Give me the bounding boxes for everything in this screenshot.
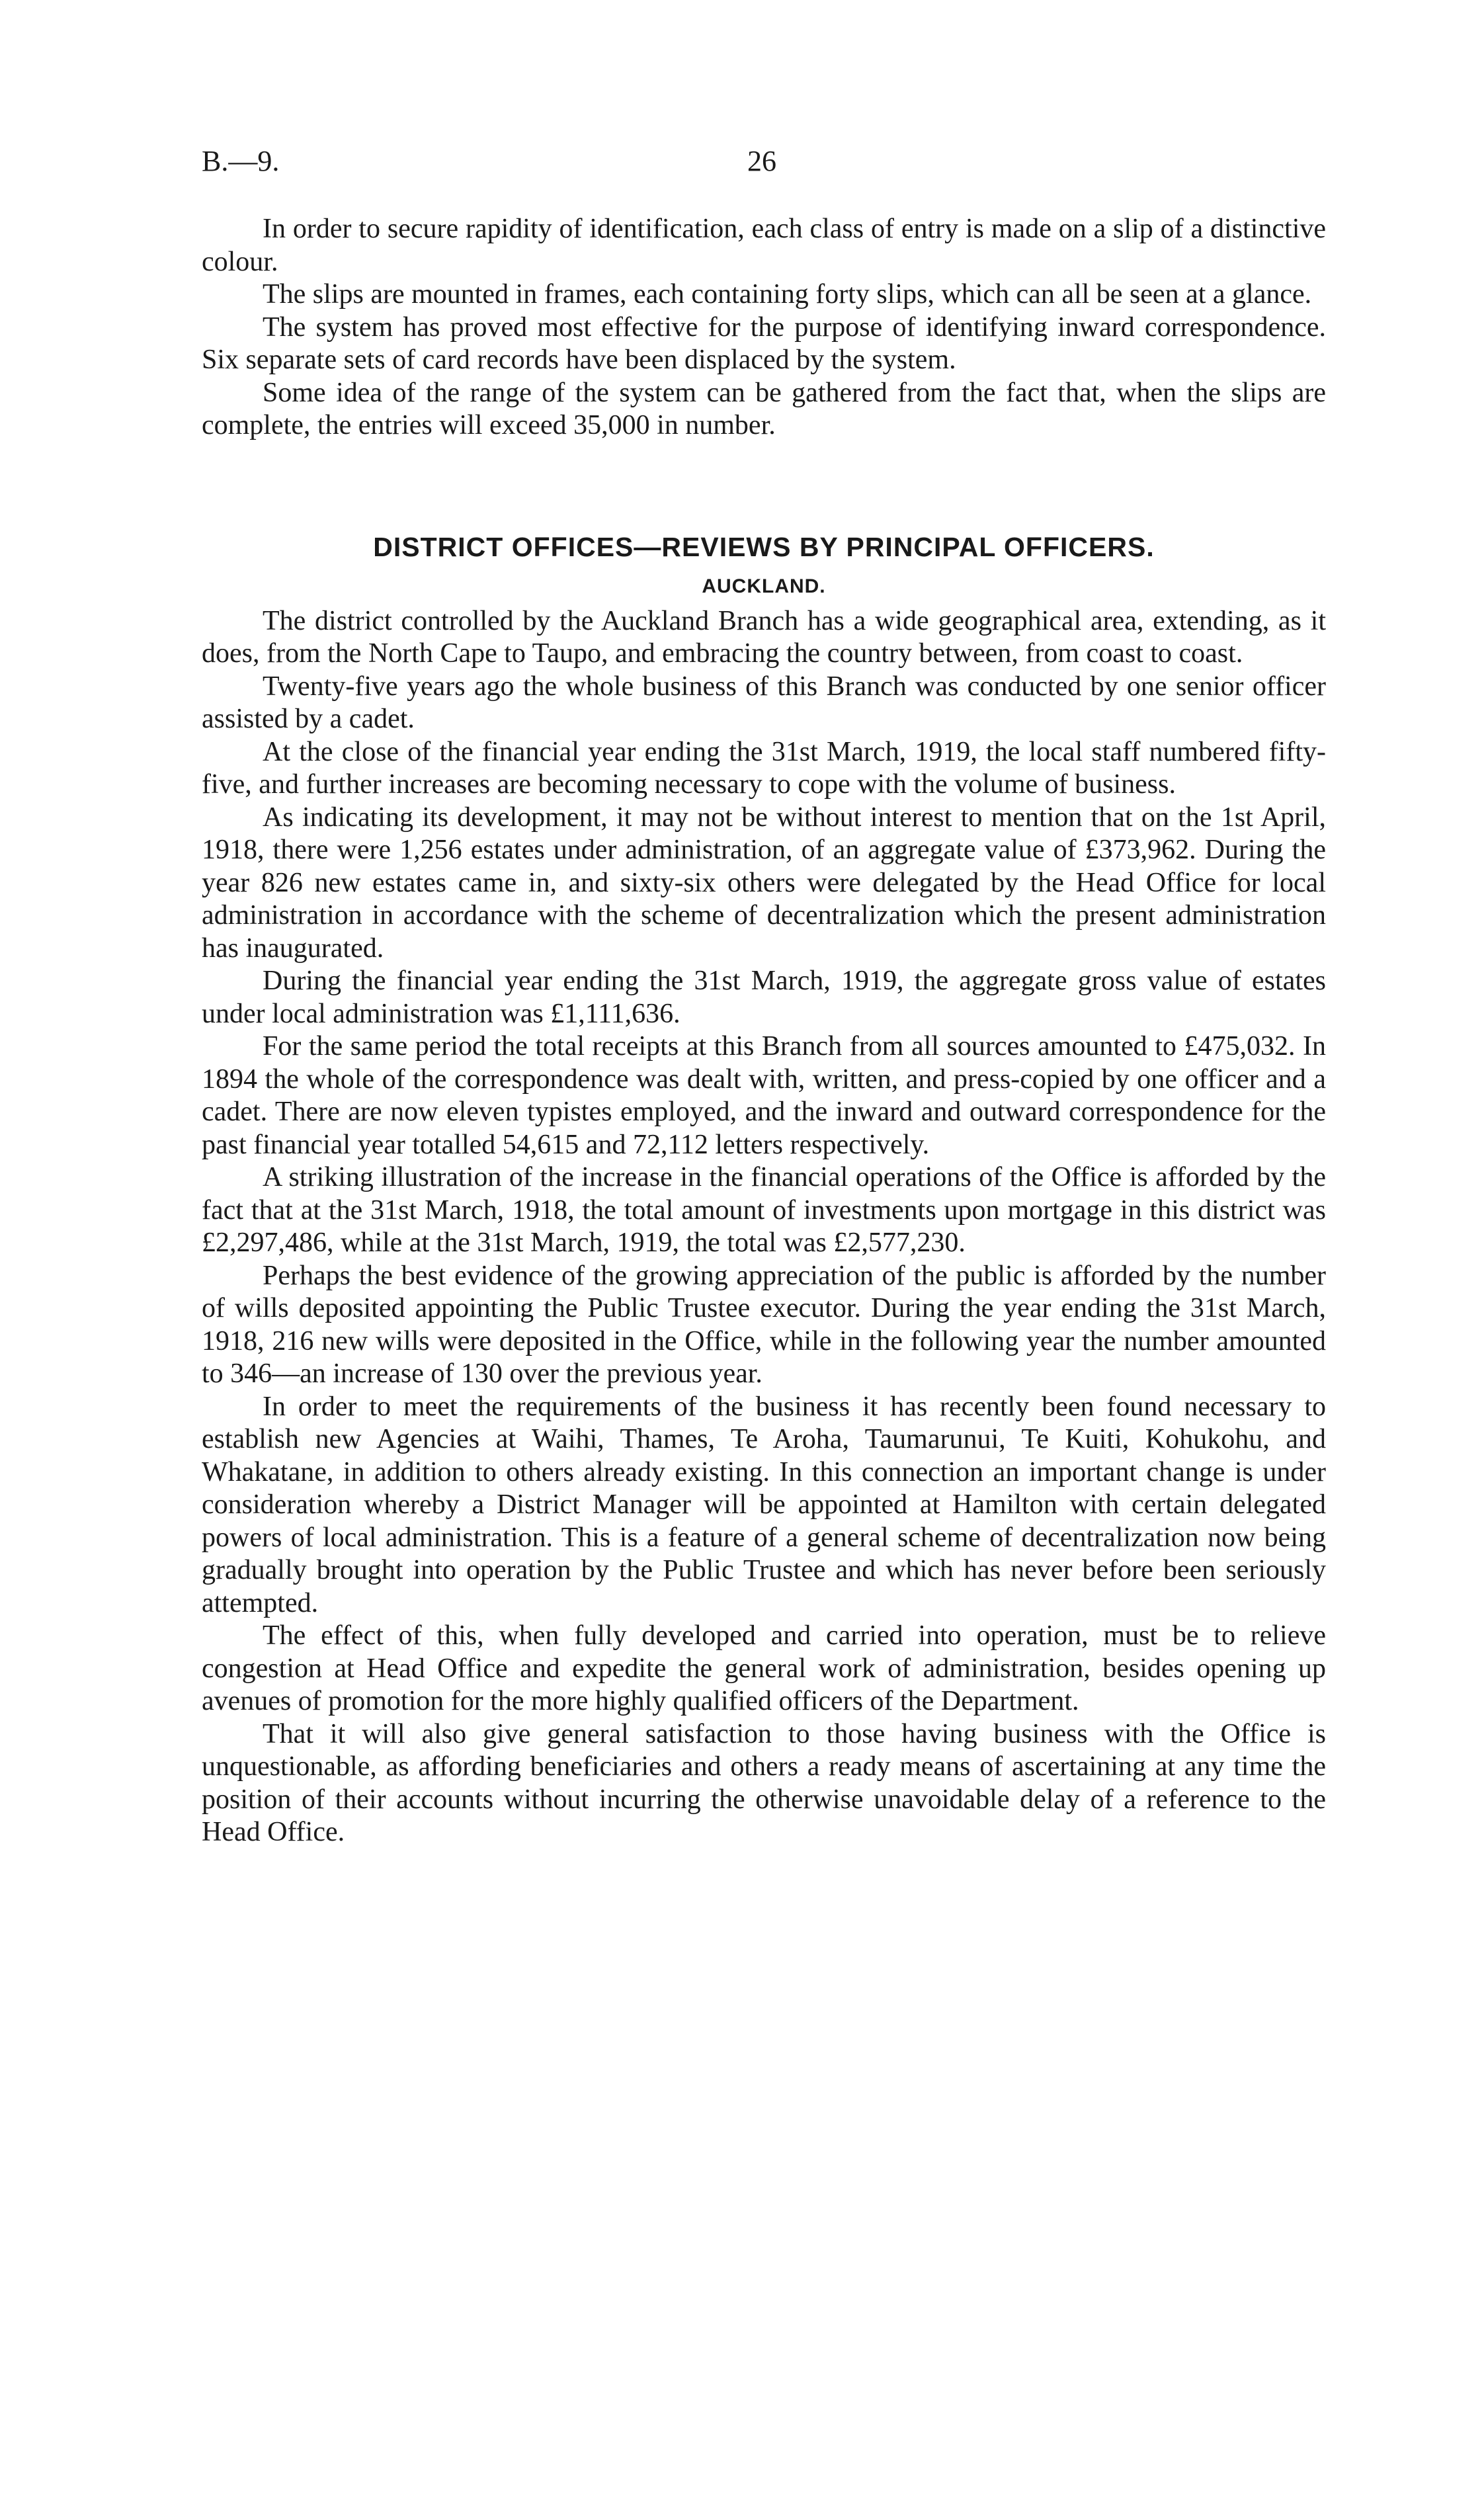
- paragraph: At the close of the financial year ending the 31st March, 1919, the local staff numbered fifty-five, and further increases are becoming necessary to cope with the volume of business.: [202, 736, 1326, 800]
- paragraph: The slips are mounted in frames, each containing forty slips, which can all be seen at a glance.: [263, 279, 1312, 310]
- paragraph: In order to meet the requirements of the business it has recently been found necessary to establish new Agencies at Waihi, Thames, Te Aroha, Taumarunui, Te Kuiti, Kohukohu, and Whakatane, in addition to others already existing. In this connection an important change is under consideration whereby a District Manager will be appointed at Hamilton with certain delegated powers of local administration. This is a feature of a general scheme of decentralization now being gradually brought into operation by the Public Trustee and which has never before been seriously attempted.: [202, 1391, 1326, 1618]
- paragraph: The system has proved most effective for the purpose of identifying inward correspondence. Six separate sets of card records have been displaced by the system.: [202, 312, 1326, 375]
- section-spacer: [202, 442, 1326, 528]
- paragraph: A striking illustration of the increase in the financial operations of the Office is afforded by the fact that at the 31st March, 1918, the total amount of investments upon mortgage in this district was £2,297,486, while at the 31st March, 1919, the total was £2,577,230.: [202, 1162, 1326, 1258]
- document-reference: B.—9.: [202, 145, 280, 177]
- page-header: [202, 144, 1326, 184]
- page-body: [202, 213, 1326, 1849]
- paragraph: That it will also give general satisfaction to those having business with the Office is unquestionable, as affording beneficiaries and others a ready means of ascertaining at any time the position of their accounts without incurring the otherwise unavoidable delay of a reference to the Head Office.: [202, 1718, 1326, 1847]
- section-subheading: AUCKLAND.: [702, 575, 826, 597]
- paragraph: For the same period the total receipts at this Branch from all sources amounted to £475,032. In 1894 the whole of the correspondence was dealt with, written, and press-copied by one officer and a cadet. There are now eleven typistes employed, and the inward and outward correspondence for the past financial year totalled 54,615 and 72,112 letters respectively.: [202, 1031, 1326, 1160]
- paragraph: The effect of this, when fully developed and carried into operation, must be to relieve congestion at Head Office and expedite the general work of administration, besides opening up avenues of promotion for the more highly qualified officers of the Department.: [202, 1620, 1326, 1716]
- page-number: 26: [747, 145, 776, 177]
- paragraph: Perhaps the best evidence of the growing appreciation of the public is afforded by the number of wills deposited appointing the Public Trustee executor. During the year ending the 31st March, 1918, 216 new wills were deposited in the Office, while in the following year the number amounted to 346—an increase of 130 over the previous year.: [202, 1260, 1326, 1389]
- paragraph: The district controlled by the Auckland Branch has a wide geographical area, extending, as it does, from the North Cape to Taupo, and embracing the country between, from coast to coast.: [202, 605, 1326, 669]
- paragraph: During the financial year ending the 31st March, 1919, the aggregate gross value of estates under local administration was £1,111,636.: [202, 966, 1326, 1029]
- paragraph: In order to secure rapidity of identification, each class of entry is made on a slip of a distinctive colour.: [202, 214, 1326, 277]
- paragraph: Twenty-five years ago the whole business of this Branch was conducted by one senior officer assisted by a cadet.: [202, 671, 1326, 734]
- paragraph: As indicating its development, it may not be without interest to mention that on the 1st April, 1918, there were 1,256 estates under administration, of an aggregate value of £373,962. During the year 826 new estates came in, and sixty-six others were delegated by the Head Office for local administration in accordance with the scheme of decentralization which the present administration has inaugurated.: [202, 802, 1326, 964]
- paragraph: Some idea of the range of the system can be gathered from the fact that, when the slips are complete, the entries will exceed 35,000 in number.: [202, 377, 1326, 440]
- section-heading: DISTRICT OFFICES—REVIEWS BY PRINCIPAL OFFICERS.: [373, 531, 1155, 562]
